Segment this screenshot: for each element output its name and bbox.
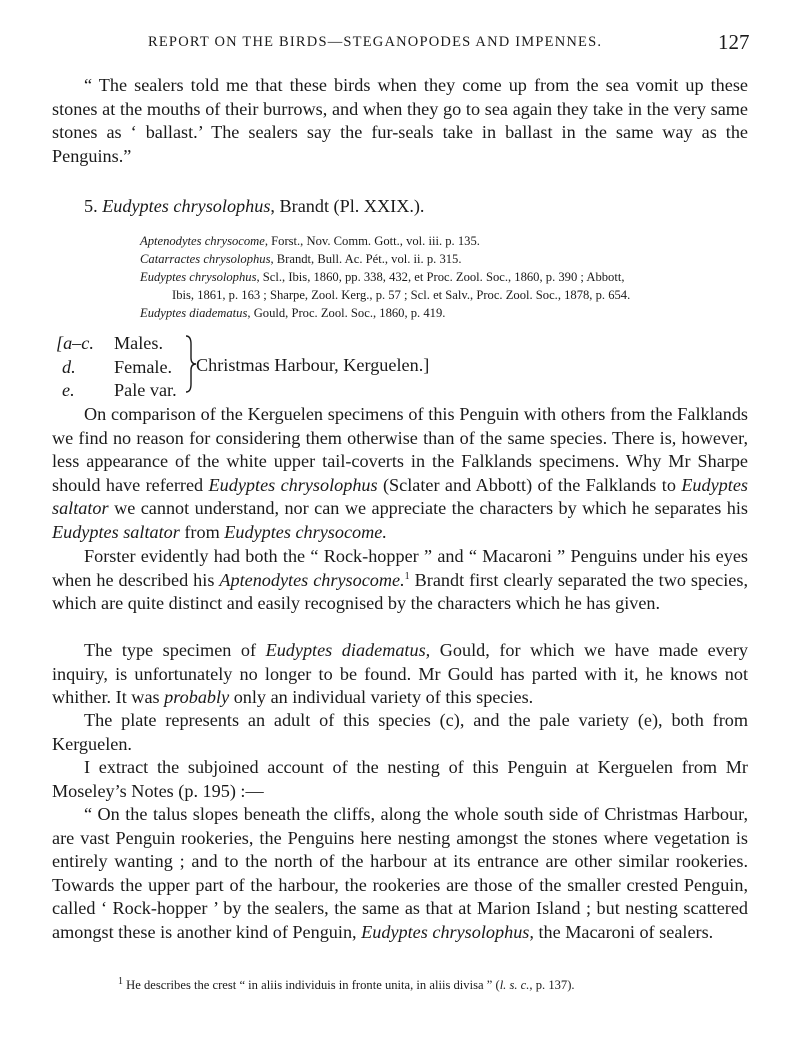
footnote-marker: 1 [404, 570, 410, 582]
page-number: 127 [718, 30, 750, 54]
paragraph-forster: Forster evidently had both the “ Rock-hopper ” and “ Macaroni ” Penguins under his eyes when he described his Aptenodytes chrysocome.$^1$ Brandt first clearly separated the two species, which are quite distinct and easily recognised by the characters which he has given. [52, 546, 748, 613]
specimen-locality: Christmas Harbour, Kerguelen.] [196, 355, 430, 375]
paragraph-moseley-quote: “ On the talus slopes beneath the cliffs, along the whole south side of Christmas Harbour, are vast Penguin rookeries, the Penguins here nesting amongst the stones where vegetation is entirely wanting ; and to the north of the harbour at its entrance are other similar rookeries. Towards the upper part of the harbour, the rookeries are those of the smaller crested Penguin, called ‘ Rock-hopper ’ by the sealers, the same as that at Marion Island ; but nesting scattered amongst these is another kind of Penguin, Eudyptes chrysolophus, the Macaroni of sealers. [52, 804, 748, 942]
specimen-row: d. Female. [62, 356, 173, 377]
synonym-entry-continued: Ibis, 1861, p. 163 ; Sharpe, Zool. Kerg., p. 57 ; Scl. et Salv., Proc. Zool. Soc., 1878, p. 654. [172, 288, 631, 302]
synonym-entry: Eudyptes chrysolophus, Scl., Ibis, 1860, pp. 338, 432, et Proc. Zool. Soc., 1860, p. 390 ; Abbott, [140, 270, 625, 284]
synonym-entry: Eudyptes diadematus, Gould, Proc. Zool. Soc., 1860, p. 419. [140, 306, 446, 320]
specimen-list [56, 332, 177, 403]
paragraph-extract: I extract the subjoined account of the nesting of this Penguin at Kerguelen from Mr Moseley’s Notes (p. 195) :— [52, 757, 748, 801]
species-heading [84, 196, 424, 217]
running-header: REPORT ON THE BIRDS—STEGANOPODES AND IMPENNES. [148, 34, 603, 50]
paragraph-plate: The plate represents an adult of this species (c), and the pale variety (e), both from Kerguelen. [52, 710, 748, 754]
footnote: $^1$ He describes the crest “ in aliis individuis in fronte unita, in aliis divisa ” (l. s. c., p. 137). [118, 975, 575, 992]
paragraph-comparison: On comparison of the Kerguelen specimens of this Penguin with others from the Falklands we find no reason for considering them otherwise than of the same species. There is, however, less appearance of the white upper tail-coverts in the Falklands specimens. Why Mr Sharpe should have referred Eudyptes chrysolophus (Sclater and Abbott) of the Falklands to Eudyptes saltator we cannot understand, nor can we appreciate the characters by which he separates his Eudyptes saltator from Eudyptes chrysocome. [52, 404, 748, 542]
specimen-row: e. Pale var. [62, 380, 177, 400]
synonym-entry: Catarractes chrysolophus, Brandt, Bull. Ac. Pét., vol. ii. p. 315. [140, 252, 462, 266]
species-number: 5. [84, 196, 98, 216]
quote-paragraph: “ The sealers told me that these birds when they come up from the sea vomit up these stones at the mouths of their burrows, and when they go to sea again they take in the very same stones as ‘ ballast.’ The sealers say the fur-seals take in ballast in the same way as the Penguins.” [52, 75, 748, 166]
paragraph-type-specimen: The type specimen of Eudyptes diadematus, Gould, for which we have made every inquiry, is unfortunately no longer to be found. Mr Gould has parted with it, he knows not whither. It was probably only an individual variety of this species. [52, 640, 748, 707]
curly-brace-icon [183, 334, 197, 394]
species-authority: , Brandt (Pl. XXIX.). [270, 196, 425, 216]
specimen-row: [a–c. Males. [56, 333, 163, 353]
synonym-entry: Aptenodytes chrysocome, Forst., Nov. Comm. Gott., vol. iii. p. 135. [140, 234, 480, 248]
species-name: Eudyptes chrysolophus [102, 196, 271, 216]
synonymy-list [140, 232, 755, 322]
